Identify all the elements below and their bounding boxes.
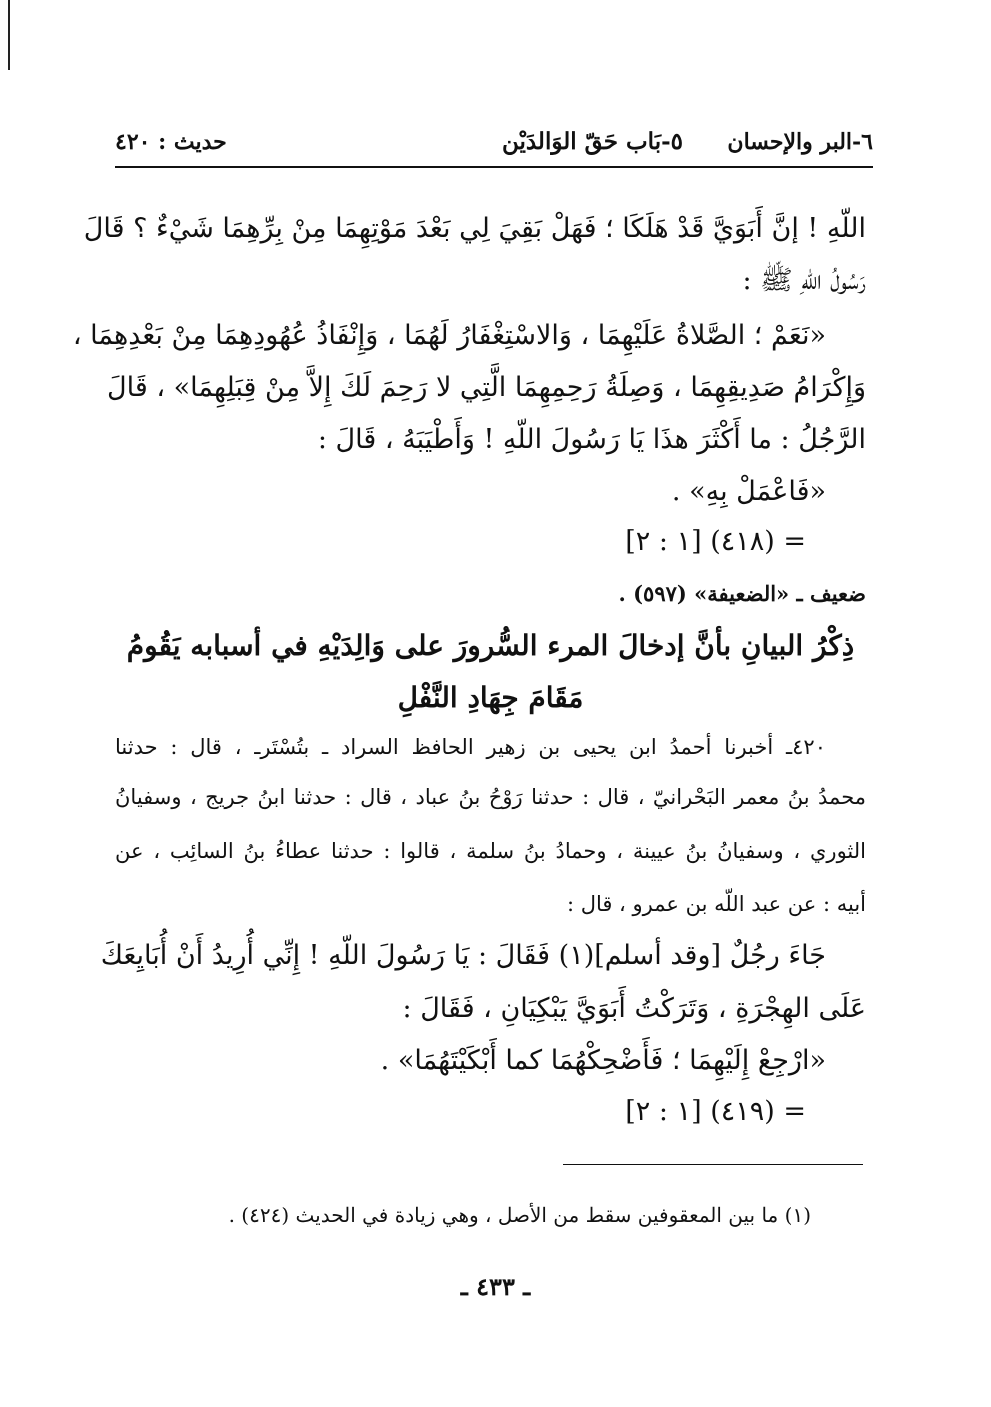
body-line: رَسُولُ اللّهِ ﷺ : <box>742 265 866 296</box>
chapter-title: ٦-البر والإحسان <box>727 129 873 155</box>
running-header <box>115 122 873 162</box>
footnote: (١) ما بين المعقوفين سقط من الأصل ، وهي زيادة في الحديث (٤٢٤) . <box>228 1203 811 1227</box>
footnote-separator <box>563 1164 863 1165</box>
body-line: اللّهِ ! إنَّ أَبَوَيَّ قَدْ هَلَكَا ؛ فَهَلْ بَقِيَ لِي بَعْدَ مَوْتِهِمَا مِنْ بِرِّهِمَا شَيْءٌ ؟ قَالَ <box>83 213 866 244</box>
body-line: «نَعَمْ ؛ الصَّلاةُ عَلَيْهِمَا ، وَالاسْتِغْفَارُ لَهُمَا ، وَإِنْفَاذُ عُهُودِهِمَا مِنْ بَعْدِهِمَا ، <box>72 320 826 351</box>
isnad-line: ٤٢٠ـ أخبرنا أحمدُ ابن يحيى بن زهير الحافظ السراد ـ بتُسْتَرـ ، قال : حدثنا <box>115 735 826 759</box>
chapter-heading-line: ذِكْرُ البيانِ بأنَّ إدخالَ المرء السُّرورَ على وَالِدَيْهِ في أسبابه يَقُومُ <box>126 629 855 662</box>
chapter-heading-line: مَقَامَ جِهَادِ النَّفْلِ <box>397 681 584 714</box>
isnad-line: أبيه : عن عبد اللّه بن عمرو ، قال : <box>566 892 866 916</box>
takhrij-reference: = (٤١٩) [١ : ٢] <box>625 1096 806 1127</box>
matn-line: عَلَى الهِجْرَةِ ، وَتَرَكْتُ أَبَوَيَّ يَبْكِيَانِ ، فَقَالَ : <box>402 993 866 1024</box>
matn-line: جَاءَ رجُلٌ [وقد أسلم](١) فَقَالَ : يَا رَسُولَ اللّهِ ! إِنِّي أُرِيدُ أَنْ أُبَايِعَكَ <box>100 940 826 971</box>
body-line: «فَاعْمَلْ بِهِ» . <box>671 476 826 507</box>
isnad-line: الثوري ، وسفيانُ بنُ عيينة ، وحمادُ بنُ سلمة ، قالوا : حدثنا عطاءُ بنُ السائِب ، عن <box>115 839 866 863</box>
body-line: وَإِكْرَامُ صَدِيقِهِمَا ، وَصِلَةُ رَحِمِهِمَا الَّتِي لا رَحِمَ لَكَ إِلاَّ مِنْ قِبَلِهِمَا» ، قَالَ <box>107 372 866 403</box>
page-number: ـ ٤٣٣ ـ <box>460 1272 531 1301</box>
header-rule <box>115 166 873 168</box>
takhrij-reference: = (٤١٨) [١ : ٢] <box>625 526 806 557</box>
section-title: ٥-بَاب حَقّ الوَالدَيْن <box>501 128 683 155</box>
grading-note: ضعيف ـ «الضعيفة» (٥٩٧) . <box>618 581 866 606</box>
body-line: الرَّجُلُ : ما أَكْثَرَ هذَا يَا رَسُولَ اللّهِ ! وَأَطْيَبَهُ ، قَالَ : <box>317 424 866 455</box>
matn-line: «ارْجِعْ إِلَيْهِمَا ؛ فَأَضْحِكْهُمَا كما أَبْكَيْتَهُمَا» . <box>380 1045 826 1076</box>
hadith-reference: حديث : ٤٢٠ <box>115 129 227 155</box>
isnad-line: محمدُ بنُ معمر البَحْرانيّ ، قال : حدثنا رَوْحُ بنُ عباد ، قال : حدثنا ابنُ جريج ، وسفيانُ <box>115 785 866 809</box>
